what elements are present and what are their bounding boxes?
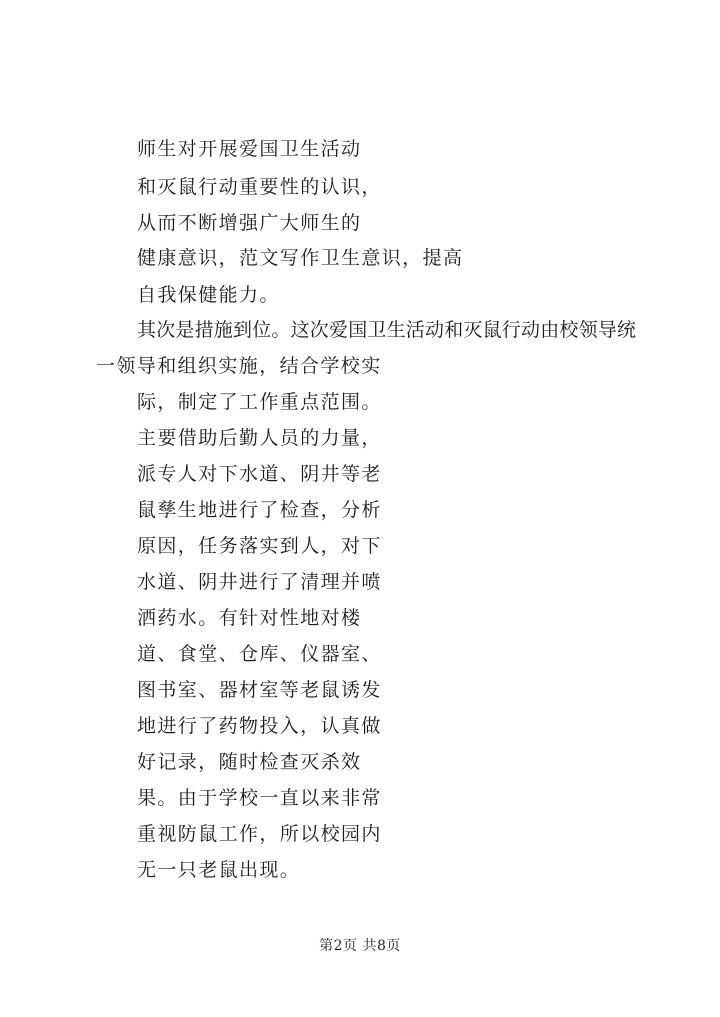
paragraph-line: 师生对开展爱国卫生活动 [137,138,362,160]
paragraph-line: 地进行了药物投入，认真做 [137,715,382,737]
paragraph-line: 主要借助后勤人员的力量， [137,427,382,449]
paragraph-line: 原因，任务落实到人，对下 [137,535,382,557]
paragraph-line: 从而不断增强广大师生的 [137,212,362,234]
paragraph-line: 好记录，随时检查灭杀效 [137,751,362,773]
paragraph-line: 洒药水。有针对性地对楼 [137,607,362,629]
paragraph-line: 鼠孳生地进行了检查，分析 [137,499,382,521]
paragraph-line: 和灭鼠行动重要性的认识， [137,176,382,198]
paragraph-line: 其次是措施到位。这次爱国卫生活动和灭鼠行动由校领导统 [137,319,637,341]
paragraph-line: 自我保健能力。 [137,284,280,306]
paragraph-line: 无一只老鼠出现。 [137,859,301,881]
paragraph-line: 健康意识，范文写作卫生意识，提高 [137,247,464,269]
paragraph-line: 一领导和组织实施，结合学校实 [96,355,382,377]
paragraph-line: 果。由于学校一直以来非常 [137,787,382,809]
paragraph-line: 图书室、器材室等老鼠诱发 [137,679,382,701]
paragraph-line: 派专人对下水道、阴井等老 [137,463,382,485]
page-number-footer: 第2页 共8页 [319,938,401,954]
paragraph-line: 际，制定了工作重点范围。 [137,391,382,413]
paragraph-line: 水道、阴井进行了清理并喷 [137,571,382,593]
paragraph-line: 道、食堂、仓库、仪器室、 [137,643,382,665]
paragraph-line: 重视防鼠工作，所以校园内 [137,823,382,845]
